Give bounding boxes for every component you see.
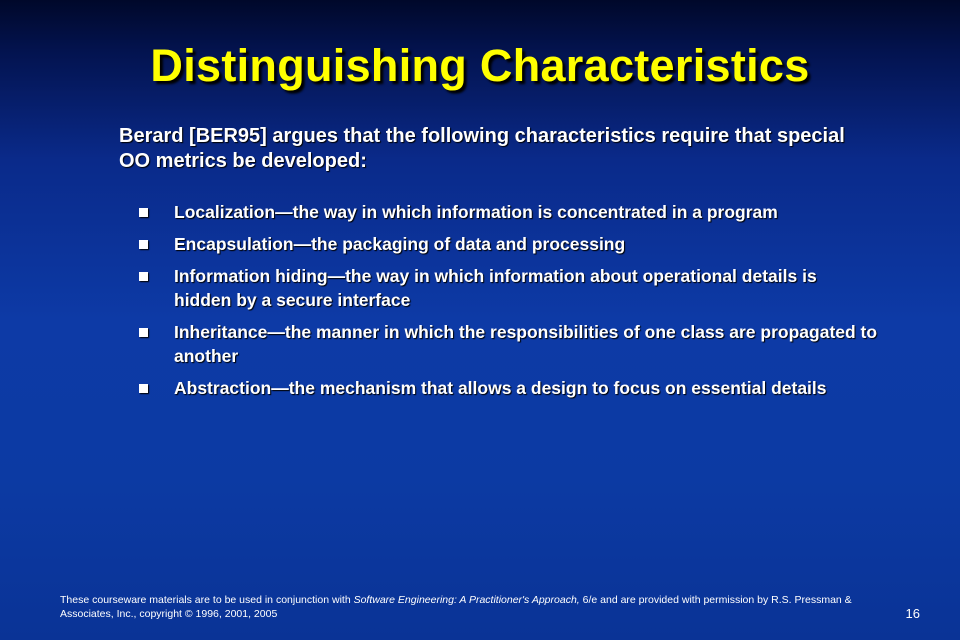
bullet-item-abstraction — [138, 376, 878, 400]
bullet-text: Localization—the way in which information is concentrated in a program — [174, 202, 778, 222]
bullet-item-localization — [138, 200, 878, 224]
footer-book-title: Software Engineering: A Practitioner's Approach, — [353, 594, 580, 606]
footer-text-after: 6/e and are provided with permission by R.S. Pressman & Associates, Inc., copyright © 1996, 2001, 2005 — [60, 594, 852, 620]
slide-title: Distinguishing Characteristics — [150, 40, 810, 91]
bullet-text: Encapsulation—the packaging of data and processing — [174, 234, 626, 254]
intro-text: Berard [BER95] argues that the following characteristics require that special OO metrics be developed: — [119, 125, 845, 172]
square-bullet-icon — [139, 384, 148, 393]
square-bullet-icon — [139, 328, 148, 337]
bullet-item-information-hiding — [138, 264, 878, 312]
bullet-item-encapsulation — [138, 232, 878, 256]
square-bullet-icon — [139, 272, 148, 281]
square-bullet-icon — [139, 240, 148, 249]
page-number: 16 — [905, 606, 920, 621]
copyright-footer — [60, 593, 870, 621]
bullet-text: Inheritance—the manner in which the responsibilities of one class are propagated to another — [174, 322, 878, 366]
bullet-text: Abstraction—the mechanism that allows a design to focus on essential details — [174, 378, 827, 398]
footer-text-before: These courseware materials are to be used in conjunction with — [60, 594, 354, 606]
bullet-item-inheritance — [138, 320, 878, 368]
square-bullet-icon — [139, 208, 148, 217]
bullet-list — [138, 200, 878, 408]
bullet-text: Information hiding—the way in which information about operational details is hidden by a secure interface — [174, 266, 817, 310]
